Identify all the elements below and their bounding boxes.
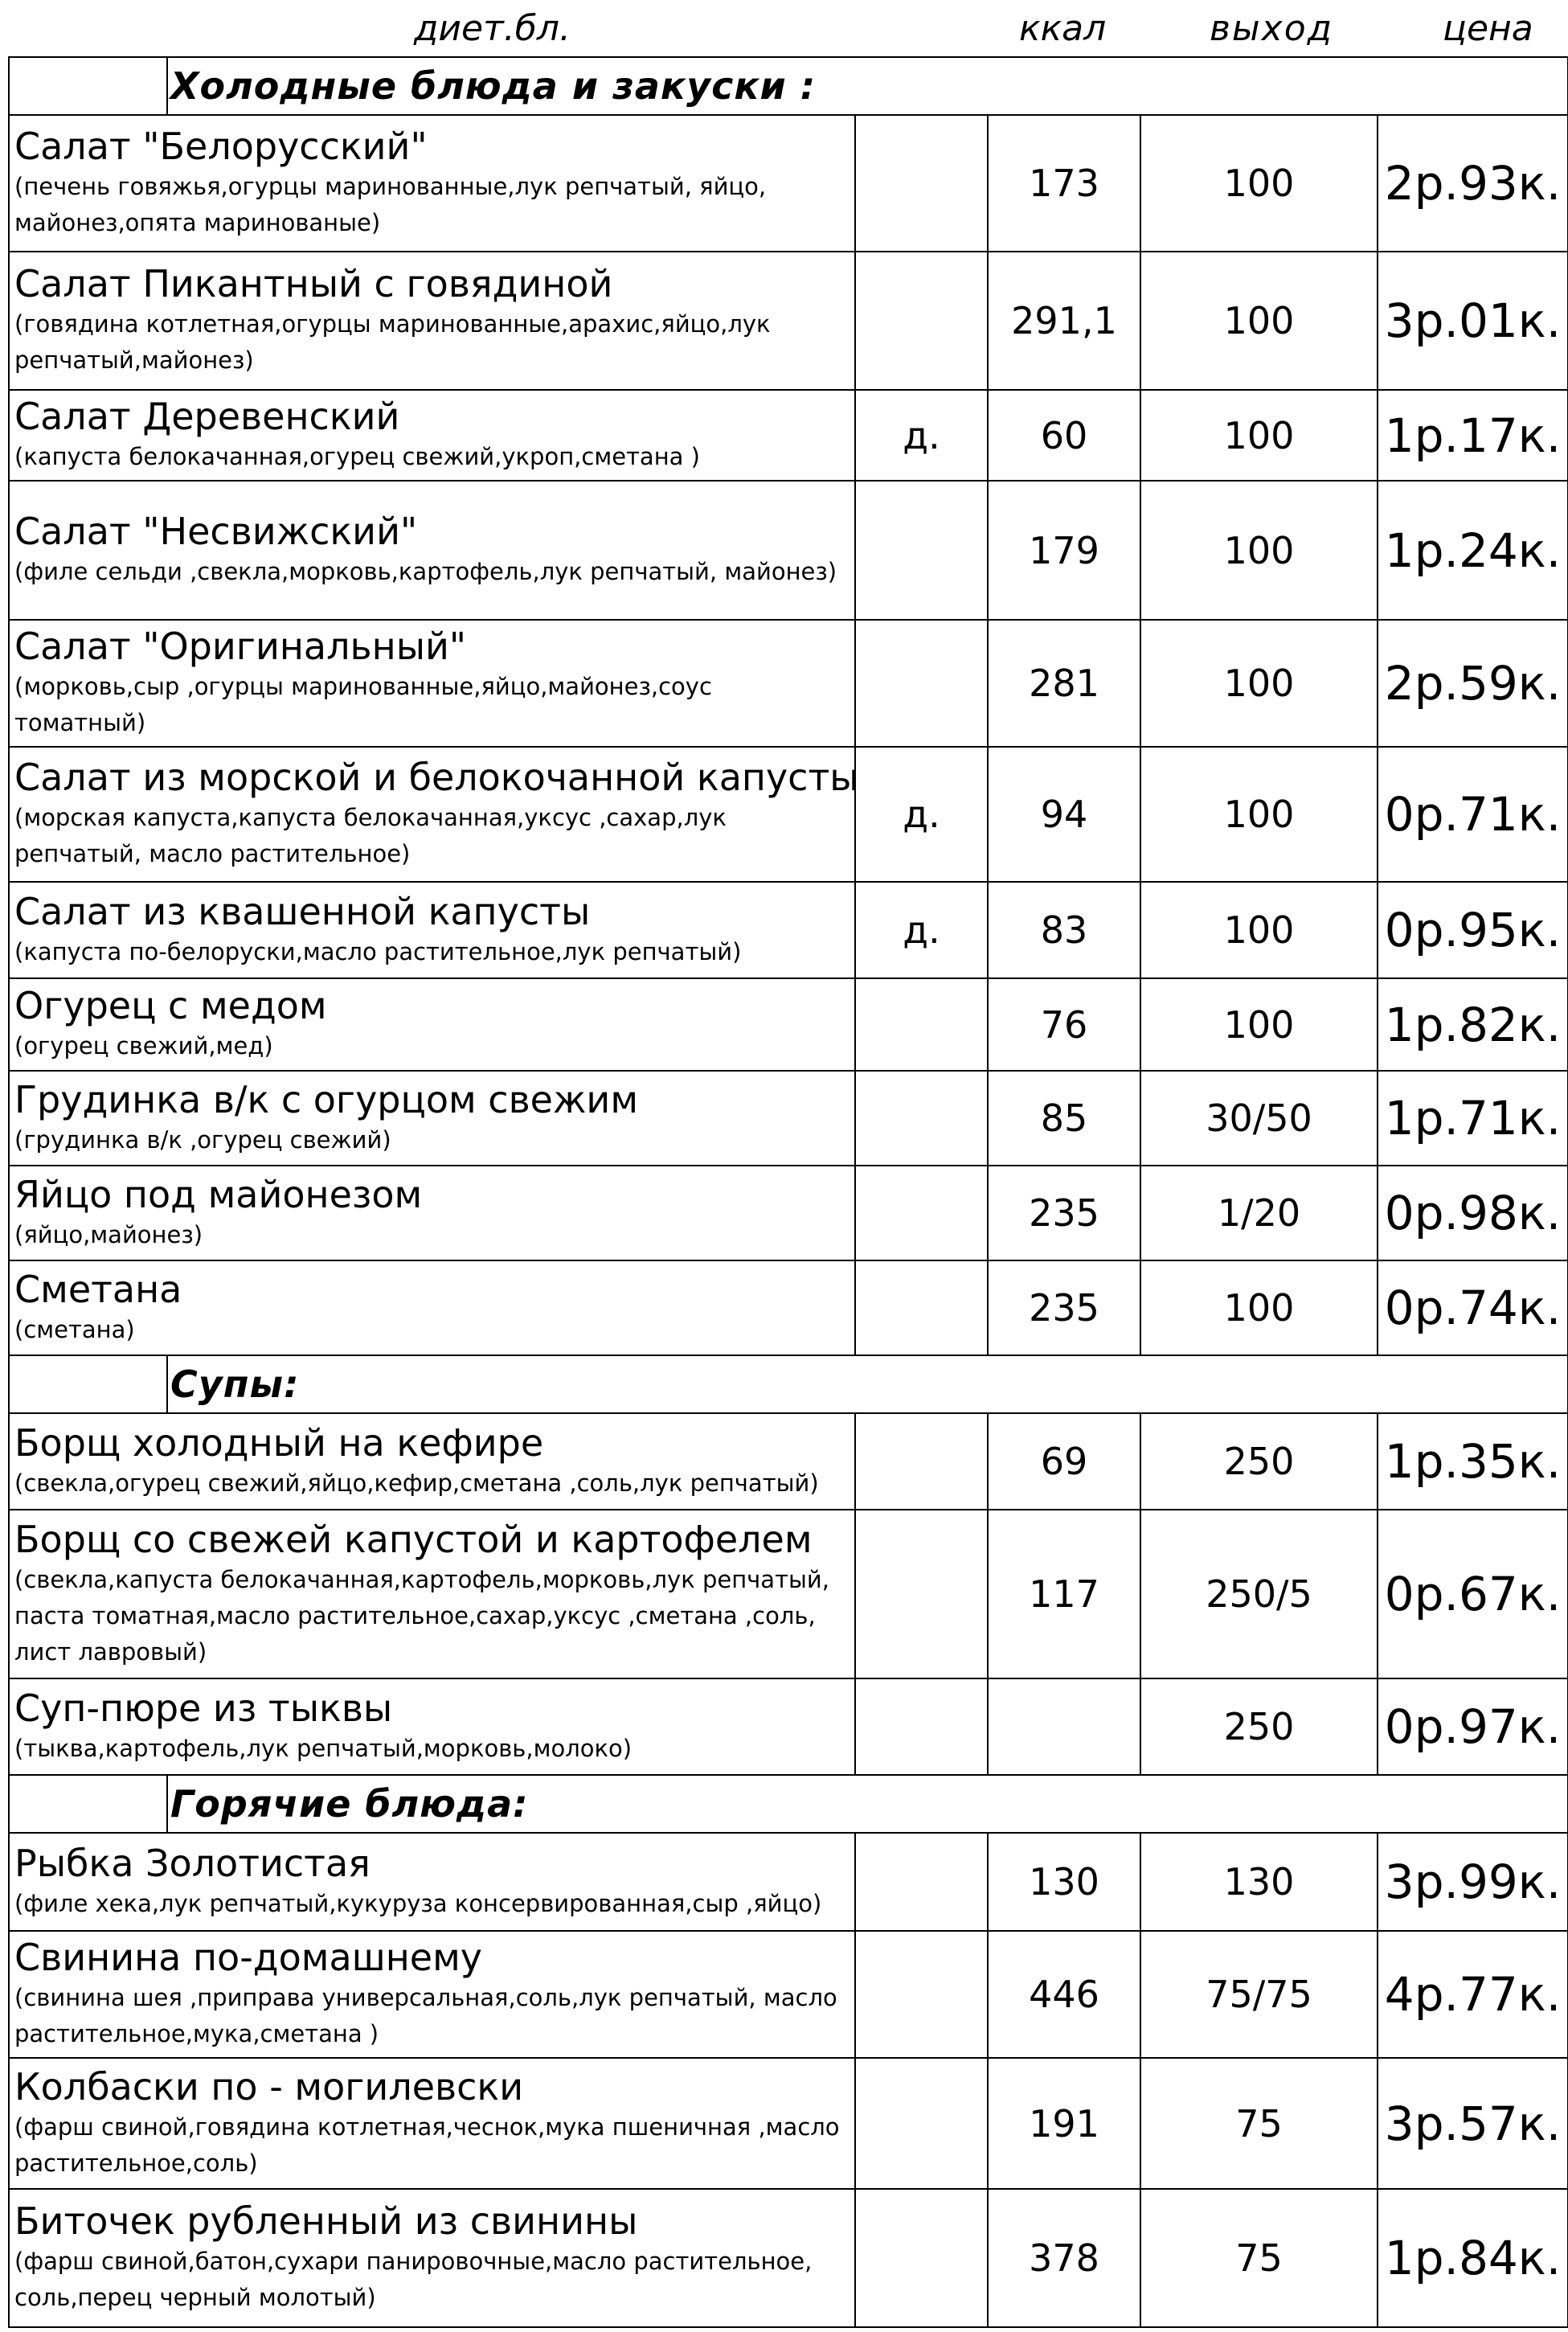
yield-value: 100 <box>1140 115 1378 252</box>
menu-item-row <box>9 1931 1568 2058</box>
dish-cell <box>9 115 855 252</box>
price-value: 1р.71к. <box>1378 1071 1568 1166</box>
section-divider <box>166 58 168 114</box>
dish-ingredients: (морковь,сыр ,огурцы маринованные,яйцо,майонез,соус томатный) <box>14 673 712 736</box>
dish-ingredients: (огурец свежий,мед) <box>14 1032 273 1059</box>
diet-mark <box>855 1166 988 1260</box>
dish-name: Сметана <box>14 1267 182 1311</box>
dish-name: Рыбка Золотистая <box>14 1841 371 1885</box>
yield-value: 100 <box>1140 390 1378 481</box>
dish-name: Салат "Оригинальный" <box>14 625 467 668</box>
diet-mark <box>855 978 988 1071</box>
dish-name: Салат Пикантный с говядиной <box>14 262 613 305</box>
price-value: 3р.99к. <box>1378 1833 1568 1931</box>
kcal-value: 378 <box>988 2189 1140 2327</box>
price-value: 0р.95к. <box>1378 882 1568 978</box>
kcal-value: 69 <box>988 1413 1140 1510</box>
yield-value: 100 <box>1140 620 1378 747</box>
menu-item-row <box>9 882 1568 978</box>
dish-cell <box>9 1510 855 1678</box>
kcal-value: 191 <box>988 2058 1140 2189</box>
dish-cell <box>9 747 859 882</box>
dish-ingredients: (грудинка в/к ,огурец свежий) <box>14 1125 391 1154</box>
dish-ingredients: (филе хека,лук репчатый,кукуруза консервированная,сыр ,яйцо) <box>14 1889 822 1917</box>
price-value: 1р.84к. <box>1378 2189 1568 2327</box>
dish-name: Колбаски по - могилевски <box>14 2064 524 2109</box>
dish-cell <box>9 1833 855 1931</box>
yield-value: 250 <box>1140 1413 1378 1510</box>
dish-name: Борщ со свежей капустой и картофелем <box>14 1517 813 1561</box>
yield-value: 100 <box>1140 252 1378 390</box>
dish-name: Свинина по-домашнему <box>14 1936 483 1979</box>
section-header <box>9 57 1568 115</box>
dish-cell <box>9 390 855 481</box>
dish-ingredients: (капуста белокачанная,огурец свежий,укроп,сметана ) <box>14 443 700 470</box>
diet-mark <box>855 1510 988 1678</box>
dish-cell <box>9 1931 855 2058</box>
dish-name: Салат Деревенский <box>14 395 400 438</box>
diet-mark: д. <box>855 882 988 978</box>
diet-mark <box>855 2189 988 2327</box>
dish-ingredients: (филе сельди ,свекла,морковь,картофель,лук репчатый, майонез) <box>14 558 837 585</box>
menu-item-row <box>9 1071 1568 1166</box>
menu-item-row <box>9 2189 1568 2327</box>
price-value: 1р.17к. <box>1378 390 1568 481</box>
dish-name: Огурец с медом <box>14 984 327 1027</box>
menu-item-row <box>9 252 1568 390</box>
kcal-value: 235 <box>988 1260 1140 1355</box>
dish-name: Салат из морской и белокочанной капусты <box>14 756 859 799</box>
diet-mark <box>855 1678 988 1775</box>
dish-ingredients: (яйцо,майонез) <box>14 1220 203 1248</box>
menu-table <box>8 56 1568 2328</box>
yield-value: 100 <box>1140 1260 1378 1355</box>
price-value: 0р.98к. <box>1378 1166 1568 1260</box>
diet-mark <box>855 1071 988 1166</box>
diet-mark <box>855 1931 988 2058</box>
dish-ingredients: (печень говяжья,огурцы маринованные,лук репчатый, яйцо, майонез,опята маринованые) <box>14 173 767 236</box>
kcal-value: 291,1 <box>988 252 1140 390</box>
menu-item-row <box>9 978 1568 1071</box>
header-yield: выход <box>1210 8 1334 49</box>
kcal-value: 235 <box>988 1166 1140 1260</box>
menu-item-row <box>9 1413 1568 1510</box>
diet-mark: д. <box>855 747 988 882</box>
price-value: 0р.74к. <box>1378 1260 1568 1355</box>
price-value: 0р.71к. <box>1378 747 1568 882</box>
yield-value: 250/5 <box>1140 1510 1378 1678</box>
dish-ingredients: (сметана) <box>14 1315 135 1343</box>
section-title: Супы: <box>170 1363 300 1406</box>
dish-name: Салат "Белорусский" <box>14 125 428 168</box>
dish-name: Салат из квашенной капусты <box>14 889 591 933</box>
kcal-value <box>988 1678 1140 1775</box>
dish-name: Грудинка в/к с огурцом свежим <box>14 1077 639 1121</box>
yield-value: 100 <box>1140 747 1378 882</box>
header-diet: диет.бл. <box>414 8 571 49</box>
kcal-value: 281 <box>988 620 1140 747</box>
price-value: 0р.97к. <box>1378 1678 1568 1775</box>
section-title: Горячие блюда: <box>170 1782 529 1826</box>
menu-item-row <box>9 115 1568 252</box>
yield-value: 75/75 <box>1140 1931 1378 2058</box>
dish-name: Салат "Несвижский" <box>14 510 418 553</box>
kcal-value: 76 <box>988 978 1140 1071</box>
price-value: 1р.24к. <box>1378 481 1568 620</box>
header-price: цена <box>1443 8 1533 49</box>
section-divider <box>166 1776 168 1832</box>
kcal-value: 94 <box>988 747 1140 882</box>
dish-name: Яйцо под майонезом <box>14 1172 423 1216</box>
diet-mark <box>855 1413 988 1510</box>
section-header <box>9 1775 1568 1833</box>
menu-item-row <box>9 390 1568 481</box>
dish-name: Борщ холодный на кефире <box>14 1420 544 1465</box>
price-value: 3р.57к. <box>1378 2058 1568 2189</box>
menu-item-row <box>9 747 1568 882</box>
dish-name: Биточек рубленный из свинины <box>14 2199 638 2243</box>
header-kcal: ккал <box>1019 8 1107 49</box>
dish-cell <box>9 1260 855 1355</box>
menu-item-row <box>9 1678 1568 1775</box>
yield-value: 100 <box>1140 978 1378 1071</box>
dish-ingredients: (фарш свиной,батон,сухари панировочные,масло растительное, соль,перец черный молотый) <box>14 2248 813 2311</box>
diet-mark: д. <box>855 390 988 481</box>
yield-value: 30/50 <box>1140 1071 1378 1166</box>
yield-value: 75 <box>1140 2058 1378 2189</box>
dish-ingredients: (капуста по-белоруски,масло растительное,лук репчатый) <box>14 937 742 965</box>
menu-item-row <box>9 620 1568 747</box>
menu-item-row <box>9 1166 1568 1260</box>
menu-item-row <box>9 2058 1568 2189</box>
dish-cell <box>9 1166 855 1260</box>
dish-ingredients: (тыква,картофель,лук репчатый,морковь,молоко) <box>14 1734 633 1762</box>
price-value: 1р.82к. <box>1378 978 1568 1071</box>
menu-item-row <box>9 481 1568 620</box>
kcal-value: 83 <box>988 882 1140 978</box>
price-value: 3р.01к. <box>1378 252 1568 390</box>
diet-mark <box>855 252 988 390</box>
diet-mark <box>855 1833 988 1931</box>
diet-mark <box>855 1260 988 1355</box>
dish-cell <box>9 1071 855 1166</box>
diet-mark <box>855 2058 988 2189</box>
yield-value: 130 <box>1140 1833 1378 1931</box>
yield-value: 75 <box>1140 2189 1378 2327</box>
dish-cell <box>9 978 855 1071</box>
dish-cell <box>9 2189 855 2327</box>
dish-name: Суп-пюре из тыквы <box>14 1686 393 1730</box>
dish-ingredients: (говядина котлетная,огурцы маринованные,арахис,яйцо,лук репчатый,майонез) <box>14 310 771 374</box>
price-value: 1р.35к. <box>1378 1413 1568 1510</box>
dish-cell <box>9 620 855 747</box>
price-value: 2р.59к. <box>1378 620 1568 747</box>
yield-value: 250 <box>1140 1678 1378 1775</box>
menu-item-row <box>9 1260 1568 1355</box>
dish-ingredients: (свинина шея ,приправа универсальная,соль,лук репчатый, масло растительное,мука,сметана ) <box>14 1984 837 2047</box>
diet-mark <box>855 115 988 252</box>
kcal-value: 179 <box>988 481 1140 620</box>
dish-cell <box>9 1413 855 1510</box>
kcal-value: 130 <box>988 1833 1140 1931</box>
yield-value: 100 <box>1140 481 1378 620</box>
kcal-value: 85 <box>988 1071 1140 1166</box>
price-value: 0р.67к. <box>1378 1510 1568 1678</box>
price-value: 4р.77к. <box>1378 1931 1568 2058</box>
yield-value: 100 <box>1140 882 1378 978</box>
column-header <box>0 0 1568 56</box>
dish-cell <box>9 882 855 978</box>
kcal-value: 117 <box>988 1510 1140 1678</box>
dish-cell <box>9 252 855 390</box>
kcal-value: 446 <box>988 1931 1140 2058</box>
kcal-value: 173 <box>988 115 1140 252</box>
menu-item-row <box>9 1833 1568 1931</box>
kcal-value: 60 <box>988 390 1140 481</box>
section-title: Холодные блюда и закуски : <box>170 64 817 108</box>
dish-cell <box>9 2058 855 2189</box>
section-header <box>9 1355 1568 1413</box>
dish-cell <box>9 1678 855 1775</box>
yield-value: 1/20 <box>1140 1166 1378 1260</box>
dish-cell <box>9 481 855 620</box>
diet-mark <box>855 620 988 747</box>
menu-item-row <box>9 1510 1568 1678</box>
price-value: 2р.93к. <box>1378 115 1568 252</box>
diet-mark <box>855 481 988 620</box>
dish-ingredients: (фарш свиной,говядина котлетная,чеснок,мука пшеничная ,масло растительное,соль) <box>14 2113 840 2177</box>
dish-ingredients: (морская капуста,капуста белокачанная,уксус ,сахар,лук репчатый, масло растительное) <box>14 804 727 867</box>
dish-ingredients: (свекла,капуста белокачанная,картофель,морковь,лук репчатый, паста томатная,масло растительное,сахар,уксус ,сметана ,соль, лист лавровый) <box>14 1565 829 1666</box>
section-divider <box>166 1356 168 1412</box>
dish-ingredients: (свекла,огурец свежий,яйцо,кефир,сметана ,соль,лук репчатый) <box>14 1469 819 1497</box>
